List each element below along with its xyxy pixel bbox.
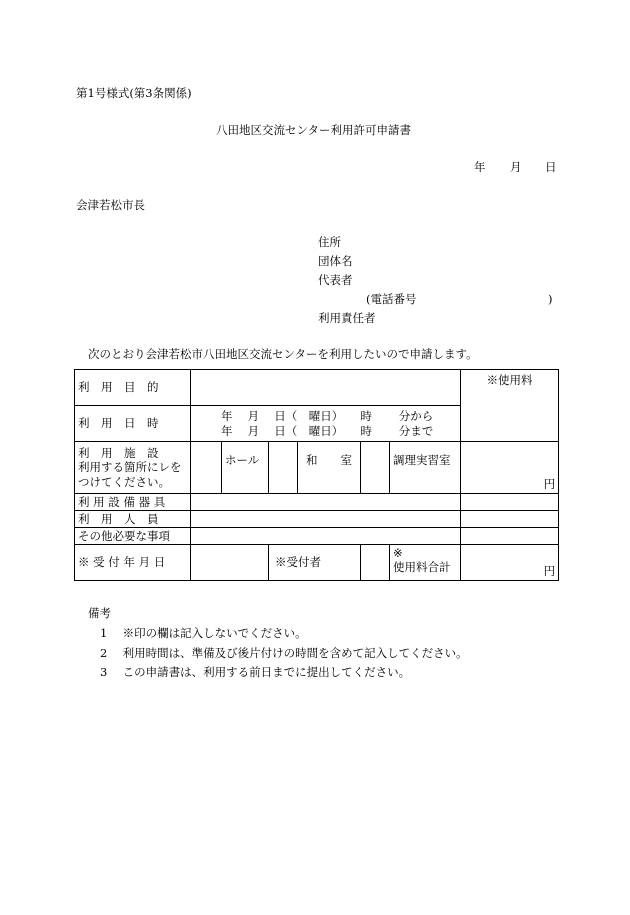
- other-label: その他必要な事項: [75, 528, 191, 545]
- cooking-room-label: 調理実習室: [390, 442, 461, 494]
- application-table: [74, 369, 559, 581]
- note-item: [100, 648, 468, 660]
- form-number: 第1号様式(第3条関係): [76, 86, 192, 100]
- reception-row: [75, 545, 559, 581]
- phone-label: (電話番号: [366, 292, 417, 306]
- other-field[interactable]: [191, 528, 461, 545]
- datetime-label: 利 用 日 時: [75, 406, 191, 442]
- people-field[interactable]: [191, 511, 461, 528]
- note-number: 1: [100, 626, 108, 640]
- other-row: [75, 528, 559, 545]
- facility-row: [75, 442, 559, 494]
- datetime-from: 年 月 日（ 曜日） 時 分から: [221, 409, 434, 424]
- total-mark: ※: [393, 546, 403, 560]
- equipment-fee[interactable]: [461, 494, 559, 511]
- group-name-label: 団体名: [318, 254, 353, 268]
- cooking-room-checkbox[interactable]: [361, 442, 390, 494]
- total-label: 使用料合計: [393, 560, 451, 575]
- facility-label-line1: 利 用 施 設: [78, 445, 159, 460]
- addressee: 会津若松市長: [76, 198, 145, 212]
- date-day-label: 日: [545, 160, 557, 174]
- people-row: [75, 511, 559, 528]
- facility-label-line3: つけてください。: [78, 474, 170, 489]
- date-year-label: 年: [474, 160, 486, 174]
- phone-close-paren: ): [548, 292, 553, 306]
- note-text: ※印の欄は記入しないでください。: [122, 626, 307, 640]
- datetime-to: 年 月 日（ 曜日） 時 分まで: [221, 423, 434, 438]
- people-fee[interactable]: [461, 511, 559, 528]
- hall-checkbox[interactable]: [191, 442, 222, 494]
- note-item: [100, 628, 307, 640]
- total-label-cell: [390, 545, 461, 581]
- received-date-label: ※ 受 付 年 月 日: [75, 545, 191, 581]
- datetime-field[interactable]: [191, 406, 461, 442]
- receiver-label: ※受付者: [269, 545, 361, 581]
- facility-label-line2: 利用する箇所にレを: [78, 460, 182, 475]
- notes-heading: 備考: [88, 606, 111, 620]
- total-amount[interactable]: 円: [461, 545, 559, 581]
- japanese-room-label: 和 室: [298, 442, 361, 494]
- people-label: 利 用 人 員: [75, 511, 191, 528]
- date-month-label: 月: [510, 160, 522, 174]
- purpose-field[interactable]: [191, 370, 461, 406]
- form-title: 八田地区交流センター利用許可申請書: [216, 123, 412, 137]
- note-text: 利用時間は、準備及び後片付けの時間を含めて記入してください。: [122, 646, 468, 660]
- japanese-room-checkbox[interactable]: [269, 442, 298, 494]
- equipment-row: [75, 494, 559, 511]
- other-fee[interactable]: [461, 528, 559, 545]
- facility-label: [75, 442, 191, 494]
- received-date-field[interactable]: [191, 545, 269, 581]
- note-number: 3: [100, 665, 108, 679]
- address-label: 住所: [318, 235, 341, 249]
- note-text: この申請書は、利用する前日までに提出してください。: [122, 665, 411, 679]
- note-item: [100, 667, 410, 679]
- purpose-row: [75, 370, 559, 406]
- purpose-label: 利 用 目 的: [75, 370, 191, 406]
- equipment-label: 利 用 設 備 器 具: [75, 494, 191, 511]
- note-number: 2: [100, 646, 108, 660]
- fee-amount[interactable]: 円: [461, 442, 559, 494]
- responsible-person-label: 利用責任者: [318, 311, 376, 325]
- representative-label: 代表者: [318, 273, 353, 287]
- hall-label: ホール: [222, 442, 269, 494]
- equipment-field[interactable]: [191, 494, 461, 511]
- intro-text: 次のとおり会津若松市八田地区交流センターを利用したいので申請します。: [88, 347, 478, 361]
- fee-header: ※使用料: [461, 370, 559, 442]
- receiver-field[interactable]: [361, 545, 390, 581]
